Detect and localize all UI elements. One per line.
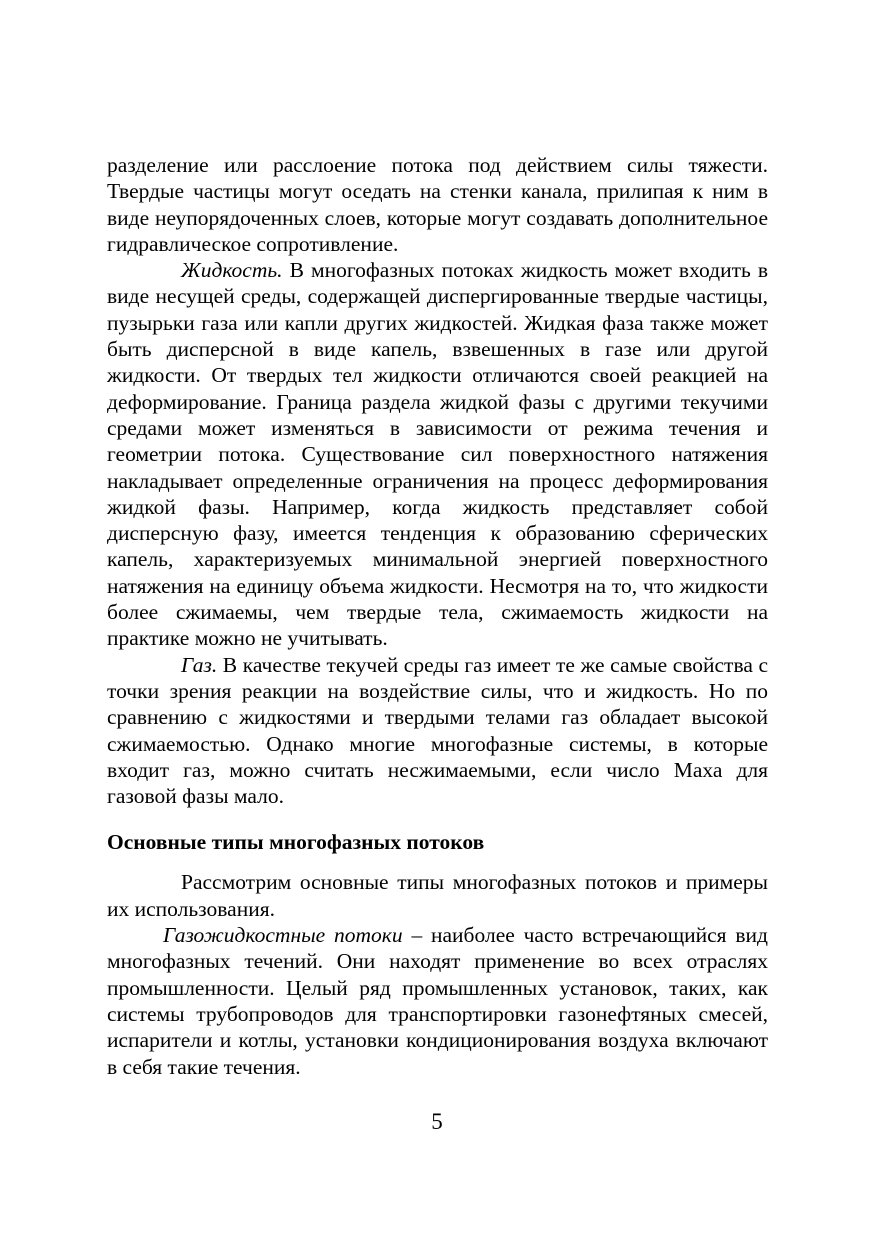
page-body: [107, 152, 768, 1080]
section-heading-wrap: [107, 829, 768, 855]
term-gas: Газ.: [181, 652, 218, 677]
paragraph-solids-continuation: разделение или расслоение потока под действием силы тяжести. Твердые частицы могут оседать на стенки канала, прилипая к ним в виде неупорядоченных слоев, которые могут создавать дополнительное гидравлическое сопротивление.: [107, 153, 768, 256]
paragraph-gas: [107, 652, 768, 810]
paragraph-liquid: [107, 257, 768, 651]
page-number: 5: [431, 1109, 443, 1134]
paragraph-gas-text: В качестве текучей среды газ имеет те же самые свойства с точки зрения реакции на воздействие силы, что и жидкость. Но по сравнению с жидкостями и твердыми телами газ обладает высокой сжимаемостью. Однако многие многофазные системы, в которые входит газ, можно считать несжимаемыми, если число Маха для газовой фазы мало.: [107, 652, 768, 809]
paragraph-liquid-text: В многофазных потоках жидкость может входить в виде несущей среды, содержащей диспергированные твердые частицы, пузырьки газа или капли других жидкостей. Жидкая фаза также может быть дисперсной в виде капель, взвешенных в газе или другой жидкости. От твердых тел жидкости отличаются своей реакцией на деформирование. Граница раздела жидкой фазы с другими текучими средами может изменяться в зависимости от режима течения и геометрии потока. Существование сил поверхностного натяжения накладывает определенные ограничения на процесс деформирования жидкой фазы. Например, когда жидкость представляет собой дисперсную фазу, имеется тенденция к образованию сферических капель, характеризуемых минимальной энергией поверхностного натяжения на единицу объема жидкости. Несмотря на то, что жидкости более сжимаемы, чем твердые тела, сжимаемость жидкости на практике можно не учитывать.: [107, 258, 768, 651]
paragraph-gas-liquid-text: – наиболее часто встречающийся вид многофазных течений. Они находят применение во всех отраслях промышленности. Целый ряд промышленных установок, таких, как системы трубопроводов для транспортировки газонефтяных смесей, испарители и котлы, установки кондиционирования воздуха включают в себя такие течения.: [107, 923, 768, 1079]
paragraph-gas-liquid: [107, 922, 768, 1080]
term-liquid: Жидкость.: [181, 258, 283, 283]
paragraph-intro-types: Рассмотрим основные типы многофазных потоков и примеры их использования.: [107, 870, 768, 921]
term-gas-liquid: Газожидкостные потоки: [163, 923, 403, 948]
section-heading: Основные типы многофазных потоков: [107, 830, 485, 855]
